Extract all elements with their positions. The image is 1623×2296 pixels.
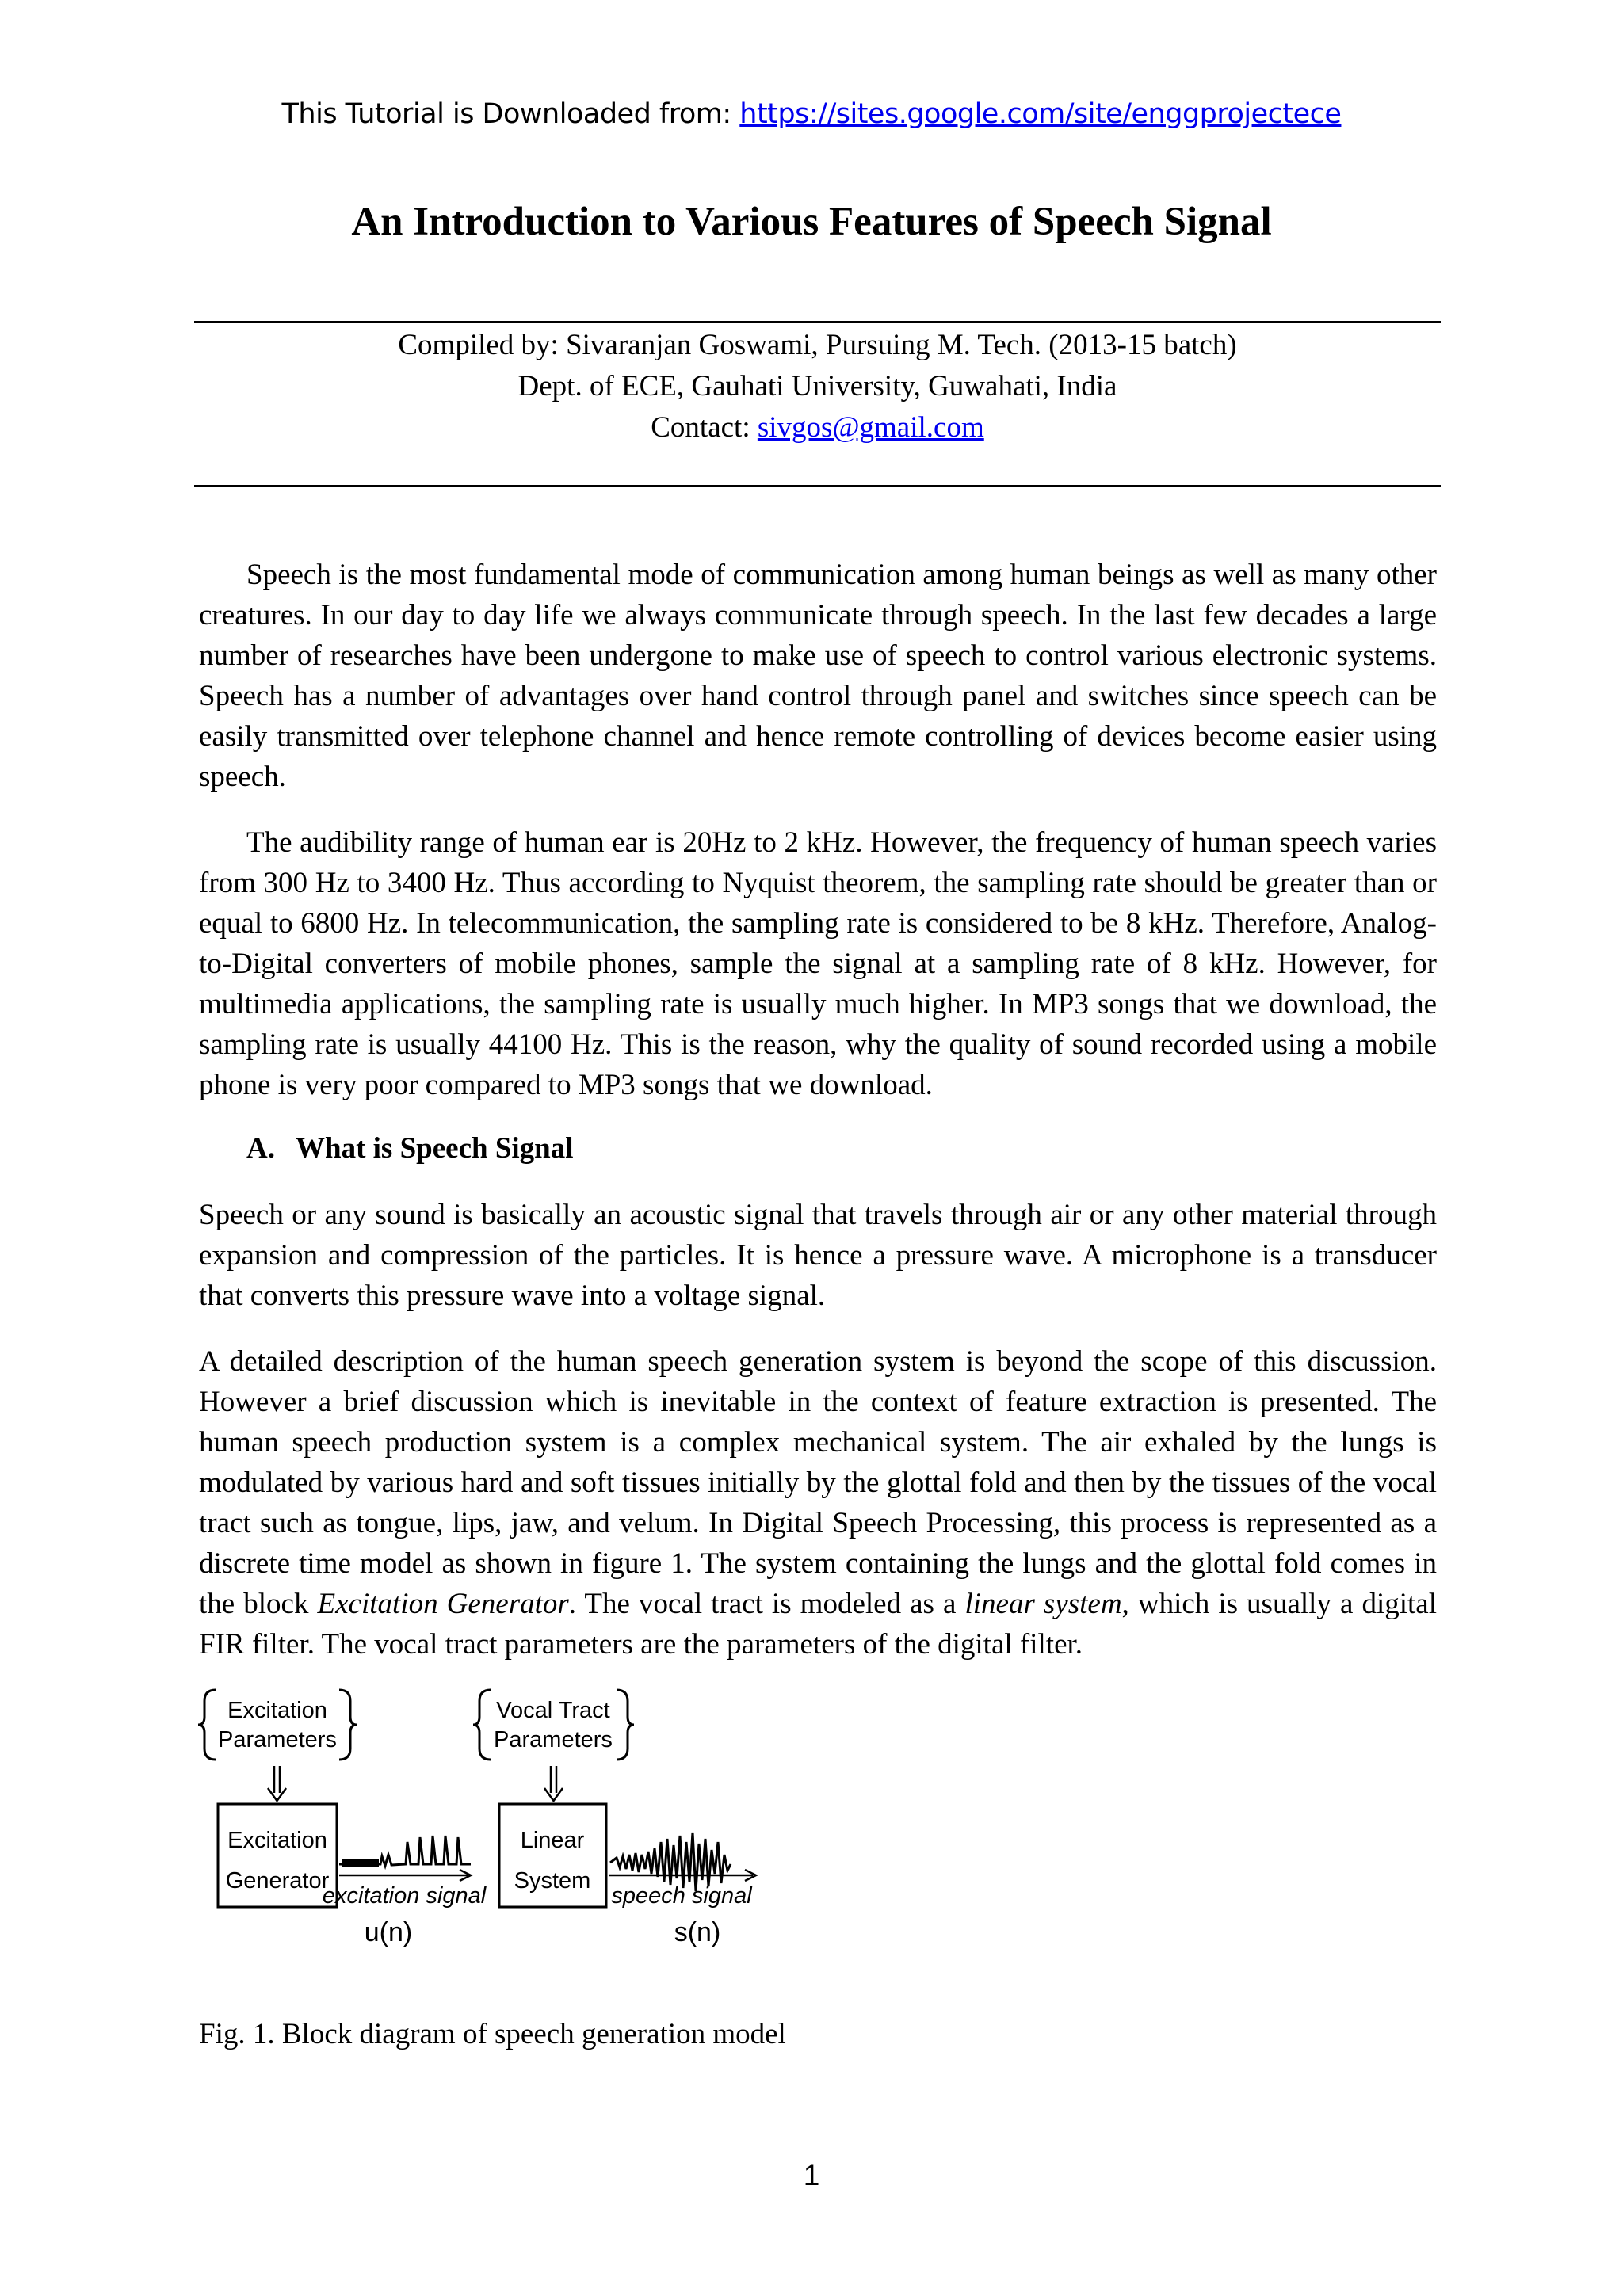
figure-caption: Fig. 1. Block diagram of speech generation model bbox=[199, 2018, 786, 2050]
contact-line bbox=[194, 407, 1441, 448]
s-n-label: s(n) bbox=[674, 1917, 721, 1947]
download-banner bbox=[0, 98, 1623, 130]
linear-line-1: Linear bbox=[520, 1828, 585, 1853]
section-paragraph-2 bbox=[199, 1341, 1437, 1665]
generator-line-1: Excitation bbox=[227, 1828, 327, 1853]
top-divider bbox=[194, 321, 1441, 323]
excitation-generator-term: Excitation Generator bbox=[317, 1588, 569, 1620]
author-block bbox=[194, 325, 1441, 448]
paragraph-text: A detailed description of the human speech generation system is beyond the scope of this discussion. However a brief discussion which is inevitable in the context of feature extraction is presented. The human speech production system is a complex mechanical system. The air exhaled by the lungs is modulated by various hard and soft tissues initially by the glottal fold and then by the tissues of the vocal tract such as tongue, lips, jaw, and velum. In Digital Speech Processing, this process is represented as a discrete time model as shown in figure 1. The system containing the lungs and the glottal fold comes in the block bbox=[199, 1345, 1437, 1620]
left-brace bbox=[198, 1690, 216, 1760]
excitation-params-line-2: Parameters bbox=[218, 1727, 337, 1753]
page-number: 1 bbox=[803, 2159, 820, 2191]
paper-title: An Introduction to Various Features of Speech Signal bbox=[351, 200, 1272, 244]
excitation-signal-label: excitation signal bbox=[322, 1883, 487, 1909]
intro-paragraph-2: The audibility range of human ear is 20Hz to 2 kHz. However, the frequency of human speech varies from 300 Hz to 3400 Hz. Thus according to Nyquist theorem, the sampling rate should be greater than or equal to 6800 Hz. In telecommunication, the sampling rate is considered to be 8 kHz. Therefore, Analog-to-Digital converters of mobile phones, sample the signal at a sampling rate of 8 kHz. However, for multimedia applications, the sampling rate is usually much higher. In MP3 songs that we download, the sampling rate is usually 44100 Hz. This is the reason, why the quality of sound recorded using a mobile phone is very poor compared to MP3 songs that we download. bbox=[199, 826, 1437, 1101]
email-link[interactable]: sivgos@gmail.com bbox=[757, 411, 984, 444]
right-brace bbox=[617, 1690, 634, 1760]
down-arrow-icon bbox=[544, 1788, 563, 1801]
speech-waveform bbox=[610, 1833, 731, 1891]
section-number: A. bbox=[246, 1132, 275, 1165]
section-paragraph-1: Speech or any sound is basically an acoustic signal that travels through air or any other material through expansion and compression of the particles. It is hence a pressure wave. A microphone is a transducer that converts this pressure wave into a voltage signal. bbox=[199, 1199, 1437, 1312]
compiled-by-line: Compiled by: Sivaranjan Goswami, Pursuing M. Tech. (2013-15 batch) bbox=[398, 329, 1237, 361]
block-diagram bbox=[198, 1684, 792, 1957]
right-brace bbox=[339, 1690, 357, 1760]
speech-signal-label: speech signal bbox=[611, 1883, 752, 1909]
vocal-params-line-2: Parameters bbox=[494, 1727, 613, 1753]
bottom-divider bbox=[194, 485, 1441, 487]
department-line: Dept. of ECE, Gauhati University, Guwahati, India bbox=[517, 370, 1117, 402]
down-arrow-icon bbox=[268, 1788, 286, 1801]
excitation-params-line-1: Excitation bbox=[227, 1698, 327, 1723]
speech-model-figure bbox=[198, 1684, 792, 1957]
left-brace bbox=[473, 1690, 491, 1760]
contact-label: Contact: bbox=[651, 411, 758, 444]
source-link[interactable]: https://sites.google.com/site/enggprojectece bbox=[739, 98, 1342, 130]
linear-system-term: linear system bbox=[964, 1588, 1122, 1620]
vocal-params-line-1: Vocal Tract bbox=[496, 1698, 610, 1723]
section-title: What is Speech Signal bbox=[296, 1132, 574, 1165]
paragraph-text: . The vocal tract is modeled as a bbox=[568, 1588, 965, 1620]
paragraph-text: , which is usually a digital FIR filter. The vocal tract parameters are the parameters of the digital filter. bbox=[199, 1588, 1437, 1661]
generator-line-2: Generator bbox=[225, 1868, 330, 1894]
u-n-label: u(n) bbox=[364, 1917, 413, 1947]
section-heading bbox=[246, 1131, 574, 1165]
intro-paragraph-1: Speech is the most fundamental mode of communication among human beings as well as many other creatures. In our day to day life we always communicate through speech. In the last few decades a large number of researches have been undergone to make use of speech to control various electronic systems. Speech has a number of advantages over hand control through panel and switches since speech can be easily transmitted over telephone channel and hence remote controlling of devices become easier using speech. bbox=[199, 559, 1437, 793]
linear-line-2: System bbox=[514, 1868, 591, 1894]
banner-prefix: This Tutorial is Downloaded from: bbox=[281, 98, 740, 130]
